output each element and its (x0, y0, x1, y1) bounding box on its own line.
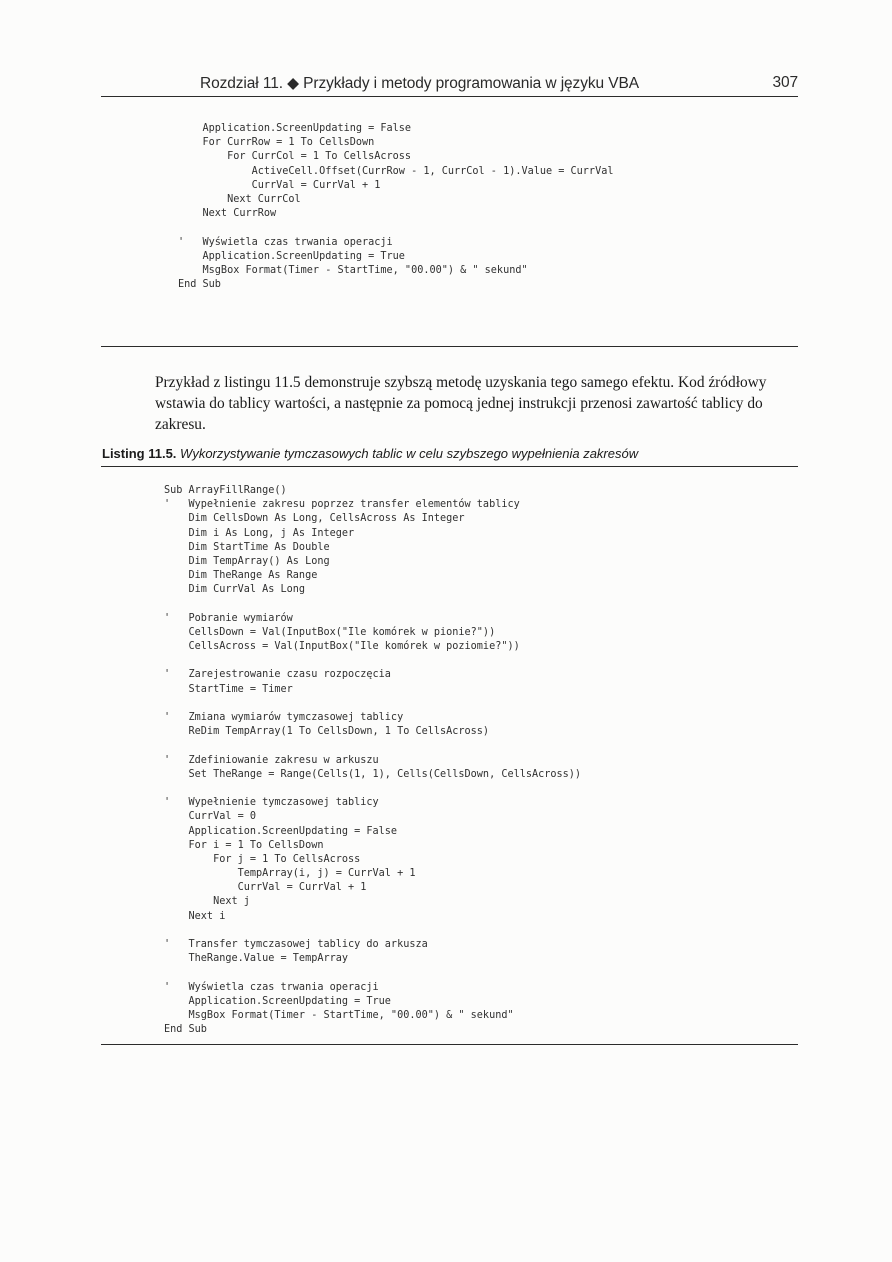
code-line: Next CurrCol (178, 193, 301, 205)
code-line (164, 924, 581, 938)
code-line: Sub ArrayFillRange() (164, 485, 287, 496)
code-line: CurrVal = CurrVal + 1 (178, 179, 381, 191)
code-line: ' Pobranie wymiarów (164, 612, 293, 624)
code-line (164, 697, 581, 711)
listing-end-rule (101, 1044, 798, 1045)
code-line: MsgBox Format(Timer - StartTime, "00.00") & " sekund" (178, 264, 528, 276)
code-line: ' Zarejestrowanie czasu rozpoczęcia (164, 669, 391, 681)
listing-code-block (164, 484, 581, 1037)
code-line: ' Wyświetla czas trwania operacji (178, 236, 393, 248)
code-line: ' Zmiana wymiarów tymczasowej tablicy (164, 712, 404, 723)
code-line: Application.ScreenUpdating = True (164, 995, 391, 1007)
code-line (178, 221, 613, 235)
code-line: Dim CurrVal As Long (164, 584, 306, 596)
listing-title: Wykorzystywanie tymczasowych tablic w celu szybszego wypełnienia zakresów (180, 446, 639, 461)
code-line: Next CurrRow (178, 208, 277, 220)
code-line: Application.ScreenUpdating = False (178, 123, 412, 134)
code-line (164, 782, 581, 796)
code-line: Next j (164, 896, 250, 908)
code-line: For i = 1 To CellsDown (164, 839, 324, 851)
code-line: CellsAcross = Val(InputBox("Ile komórek w poziomie?")) (164, 641, 520, 653)
code-line: End Sub (164, 1024, 207, 1036)
code-line: CurrVal = CurrVal + 1 (164, 882, 367, 894)
code-line: Application.ScreenUpdating = True (178, 250, 405, 262)
code-line: ' Wyświetla czas trwania operacji (164, 981, 379, 993)
code-line: Dim i As Long, j As Integer (164, 527, 355, 539)
code-line: Set TheRange = Range(Cells(1, 1), Cells(CellsDown, CellsAcross)) (164, 768, 582, 780)
code-line (164, 598, 581, 612)
code-line (164, 739, 581, 753)
code-line: Next i (164, 910, 226, 922)
code-line: ActiveCell.Offset(CurrRow - 1, CurrCol - 1).Value = CurrVal (178, 165, 614, 177)
code-line: ' Wypełnienie tymczasowej tablicy (164, 797, 379, 809)
code-line: Dim StartTime As Double (164, 541, 330, 553)
code-line: CellsDown = Val(InputBox("Ile komórek w pionie?")) (164, 626, 496, 638)
body-paragraph: Przykład z listingu 11.5 demonstruje szybszą metodę uzyskania tego samego efektu. Kod źródłowy wstawia do tablicy wartości, a następnie za pomocą jednej instrukcji przenosi zawartość tablicy do zakresu. (155, 374, 767, 433)
code-line: ' Transfer tymczasowej tablicy do arkusza (164, 939, 428, 950)
code-block-continued (178, 122, 613, 292)
listing-top-rule (101, 466, 798, 467)
code-line: Dim TheRange As Range (164, 570, 318, 582)
page-number: 307 (772, 74, 798, 91)
code-line: CurrVal = 0 (164, 811, 257, 823)
code-line: TheRange.Value = TempArray (164, 953, 349, 965)
code-line: TempArray(i, j) = CurrVal + 1 (164, 868, 416, 880)
listing-label: Listing 11.5. (102, 446, 177, 461)
listing-caption (102, 446, 638, 461)
code-line: ' Zdefiniowanie zakresu w arkuszu (164, 754, 379, 766)
code-line: Dim CellsDown As Long, CellsAcross As Integer (164, 513, 465, 525)
code-line: For CurrCol = 1 To CellsAcross (178, 151, 412, 163)
code-line: Application.ScreenUpdating = False (164, 825, 398, 837)
header-rule (101, 96, 798, 97)
code-line: End Sub (178, 279, 221, 291)
code-line: ReDim TempArray(1 To CellsDown, 1 To CellsAcross) (164, 726, 490, 738)
code-line: For CurrRow = 1 To CellsDown (178, 137, 375, 149)
code-line (164, 654, 581, 668)
code-end-rule (101, 346, 798, 347)
code-line (164, 966, 581, 980)
code-line: Dim TempArray() As Long (164, 555, 330, 567)
code-line: ' Wypełnienie zakresu poprzez transfer elementów tablicy (164, 499, 520, 511)
code-line: StartTime = Timer (164, 683, 293, 695)
code-line: MsgBox Format(Timer - StartTime, "00.00") & " sekund" (164, 1009, 514, 1021)
code-line: For j = 1 To CellsAcross (164, 853, 361, 865)
chapter-title: Rozdział 11. ◆ Przykłady i metody programowania w języku VBA (200, 75, 639, 92)
